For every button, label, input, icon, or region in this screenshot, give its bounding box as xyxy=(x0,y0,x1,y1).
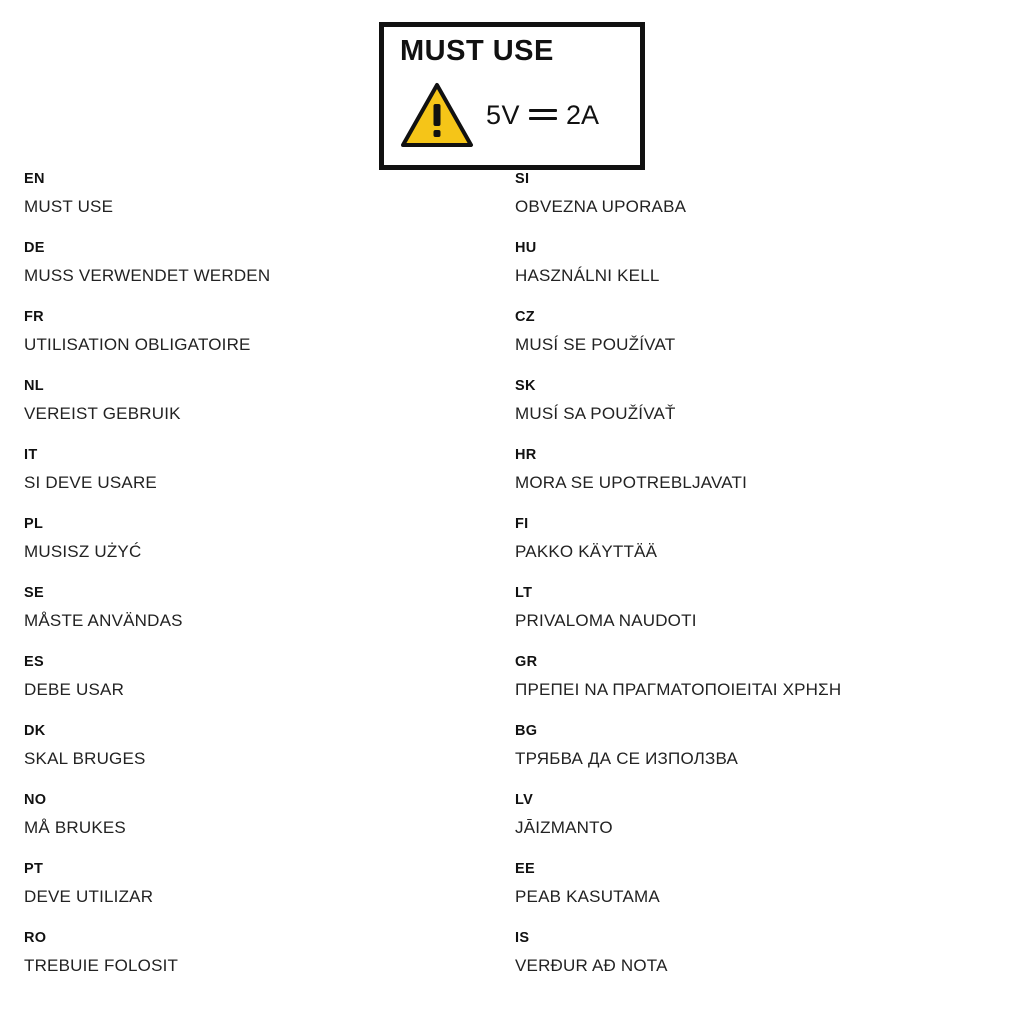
label-rating-row xyxy=(400,82,599,148)
translation-text: MÅSTE ANVÄNDAS xyxy=(24,610,183,630)
language-code: LV xyxy=(515,792,534,808)
dc-current-symbol-icon xyxy=(529,106,557,124)
current-value: 2A xyxy=(566,99,600,130)
translation-text: OBVEZNA UPORABA xyxy=(515,196,687,216)
language-code: HU xyxy=(515,240,537,256)
language-code: DE xyxy=(24,240,45,256)
translation-entry xyxy=(515,586,995,655)
translation-text: PEAB KASUTAMA xyxy=(515,886,660,906)
translation-entry xyxy=(24,655,494,724)
translation-text: MORA SE UPOTREBLJAVATI xyxy=(515,472,748,492)
translation-entry xyxy=(515,724,995,793)
translation-entry xyxy=(24,379,494,448)
label-title: MUST USE xyxy=(400,35,554,67)
language-code: IS xyxy=(515,930,530,946)
translation-entry xyxy=(515,655,995,724)
translation-entry xyxy=(24,241,494,310)
language-code: BG xyxy=(515,723,538,739)
translation-entry xyxy=(515,793,995,862)
translation-text: SKAL BRUGES xyxy=(24,748,146,768)
language-code: SI xyxy=(515,171,530,187)
language-code: HR xyxy=(515,447,537,463)
translation-column-left xyxy=(24,172,494,1000)
language-code: SK xyxy=(515,378,536,394)
translation-text: MUSÍ SE POUŽÍVAT xyxy=(515,334,676,354)
language-code: PL xyxy=(24,516,44,532)
translation-text: PAKKO KÄYTTÄÄ xyxy=(515,541,658,561)
translation-text: PRIVALOMA NAUDOTI xyxy=(515,610,697,630)
language-code: SE xyxy=(24,585,44,601)
language-code: IT xyxy=(24,447,38,463)
translation-entry xyxy=(24,931,494,1000)
translation-entry xyxy=(515,241,995,310)
translation-text: MUST USE xyxy=(24,196,114,216)
translation-text: ΠΡΕΠΕΙ ΝΑ ΠΡΑΓΜΑΤΟΠΟΙΕΙΤΑΙ ΧΡΗΣΗ xyxy=(515,679,842,699)
translation-text: MUSISZ UŻYĆ xyxy=(24,541,142,561)
translation-entry xyxy=(24,448,494,517)
language-code: RO xyxy=(24,930,47,946)
translation-entry xyxy=(24,793,494,862)
translation-entry xyxy=(24,310,494,379)
translation-text: DEVE UTILIZAR xyxy=(24,886,154,906)
translation-text: UTILISATION OBLIGATOIRE xyxy=(24,334,251,354)
translation-entry xyxy=(24,724,494,793)
warning-label-box xyxy=(379,22,645,170)
translation-text: MUSS VERWENDET WERDEN xyxy=(24,265,271,285)
warning-triangle-icon xyxy=(400,82,474,148)
translation-entry xyxy=(24,862,494,931)
language-code: DK xyxy=(24,723,46,739)
translation-text: HASZNÁLNI KELL xyxy=(515,265,660,285)
translation-text: VERÐUR AÐ NOTA xyxy=(515,955,668,975)
translation-entry xyxy=(515,931,995,1000)
translation-entry xyxy=(24,517,494,586)
language-code: EE xyxy=(515,861,535,877)
language-code: FR xyxy=(24,309,44,325)
translation-entry xyxy=(515,862,995,931)
translation-entry xyxy=(515,517,995,586)
language-code: GR xyxy=(515,654,538,670)
language-code: CZ xyxy=(515,309,535,325)
language-code: EN xyxy=(24,171,45,187)
language-code: NL xyxy=(24,378,44,394)
power-rating xyxy=(486,100,599,131)
translation-text: JĀIZMANTO xyxy=(515,817,613,837)
translation-text: VEREIST GEBRUIK xyxy=(24,403,181,423)
language-code: ES xyxy=(24,654,44,670)
language-code: NO xyxy=(24,792,47,808)
translation-column-right xyxy=(515,172,995,1000)
translation-text: MUSÍ SA POUŽÍVAŤ xyxy=(515,403,676,423)
language-code: FI xyxy=(515,516,529,532)
translation-entry xyxy=(24,172,494,241)
translation-text: MÅ BRUKES xyxy=(24,817,126,837)
translation-entry xyxy=(515,448,995,517)
translation-text: SI DEVE USARE xyxy=(24,472,157,492)
translation-text: TREBUIE FOLOSIT xyxy=(24,955,179,975)
translation-entry xyxy=(515,379,995,448)
voltage-value: 5V xyxy=(486,99,521,130)
language-code: LT xyxy=(515,585,533,601)
translation-entry xyxy=(24,586,494,655)
translation-entry xyxy=(515,310,995,379)
translation-text: ТРЯБВА ДА СЕ ИЗПОЛЗВА xyxy=(515,748,739,768)
translation-entry xyxy=(515,172,995,241)
language-code: PT xyxy=(24,861,44,877)
translation-text: DEBE USAR xyxy=(24,679,125,699)
